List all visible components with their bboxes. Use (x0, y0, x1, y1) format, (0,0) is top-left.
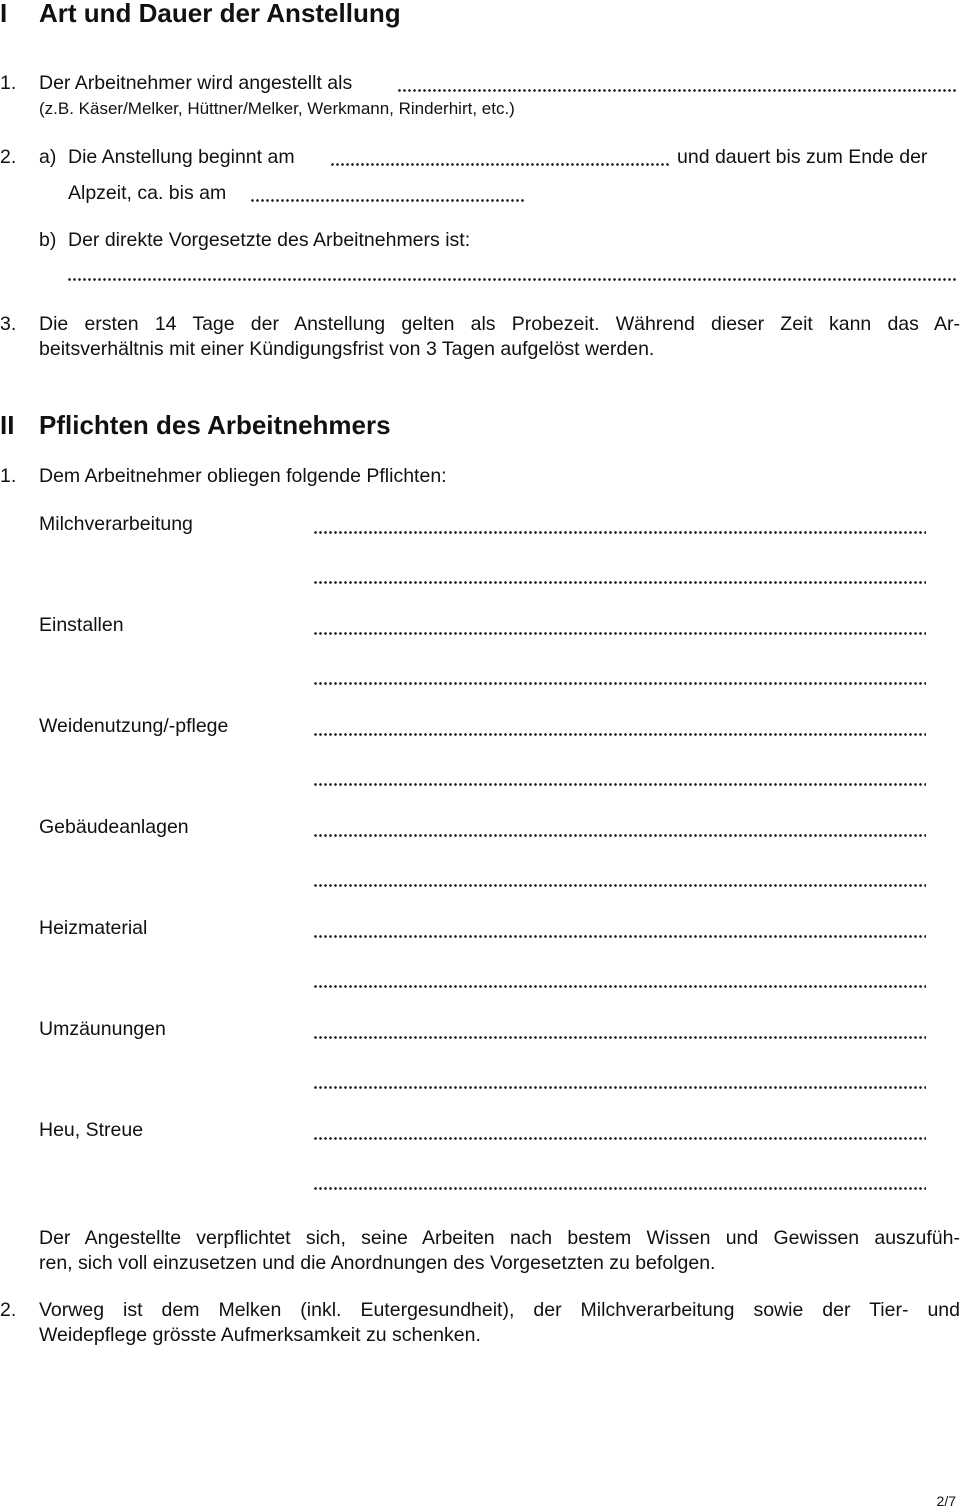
section-number: II (0, 410, 15, 440)
fill-in-line[interactable] (314, 733, 926, 739)
item-examples: (z.B. Käser/Melker, Hüttner/Melker, Werkmann, Rinderhirt, etc.) (39, 99, 515, 118)
fill-in-line[interactable] (331, 163, 671, 169)
fill-in-line[interactable] (398, 89, 958, 95)
item-text: Der Arbeitnehmer wird angestellt als (39, 72, 353, 94)
fill-in-line[interactable] (314, 884, 926, 890)
duty-label-heu-streue: Heu, Streue (39, 1119, 144, 1141)
duty-label-milchverarbeitung: Milchverarbeitung (39, 513, 193, 535)
closing-paragraph: Der Angestellte verpflichtet sich, seine Arbeiten nach bestem Wissen und Gewissen auszufüh- (39, 1227, 960, 1249)
duty-label-gebaeudeanlagen: Gebäudeanlagen (39, 816, 189, 838)
sub-label: a) (39, 146, 57, 168)
item-number: 1. (0, 465, 17, 487)
duty-label-weidenutzung: Weidenutzung/-pflege (39, 715, 229, 737)
item-text: und dauert bis zum Ende der (677, 146, 928, 168)
fill-in-line[interactable] (314, 682, 926, 688)
item-text: Die ersten 14 Tage der Anstellung gelten als Probezeit. Während dieser Zeit kann das Ar- (39, 313, 960, 335)
item-text: Der direkte Vorgesetzte des Arbeitnehmers ist: (68, 229, 471, 251)
item-text: Weidepflege grösste Aufmerksamkeit zu schenken. (39, 1324, 481, 1346)
item-number: 2. (0, 146, 17, 168)
fill-in-line[interactable] (314, 581, 926, 587)
duty-label-umzaeunungen: Umzäunungen (39, 1018, 166, 1040)
section-number: I (0, 0, 8, 28)
duty-label-einstallen: Einstallen (39, 614, 124, 636)
fill-in-line[interactable] (314, 985, 926, 991)
section-title: Pflichten des Arbeitnehmers (39, 410, 391, 440)
fill-in-line[interactable] (314, 1086, 926, 1092)
item-text: Alpzeit, ca. bis am (68, 182, 227, 204)
duty-label-heizmaterial: Heizmaterial (39, 917, 148, 939)
section-title: Art und Dauer der Anstellung (39, 0, 401, 28)
item-number: 3. (0, 313, 17, 335)
fill-in-line[interactable] (314, 783, 926, 789)
sub-label: b) (39, 229, 57, 251)
item-text: Die Anstellung beginnt am (68, 146, 295, 168)
fill-in-line[interactable] (314, 935, 926, 941)
item-number: 1. (0, 72, 17, 94)
fill-in-line[interactable] (314, 1137, 926, 1143)
fill-in-line[interactable] (68, 278, 956, 284)
fill-in-line[interactable] (314, 531, 926, 537)
fill-in-line[interactable] (314, 632, 926, 638)
fill-in-line[interactable] (314, 834, 926, 840)
fill-in-line[interactable] (314, 1187, 926, 1193)
item-text: beitsverhältnis mit einer Kündigungsfrist von 3 Tagen aufgelöst werden. (39, 338, 655, 360)
item-number: 2. (0, 1299, 17, 1321)
closing-paragraph: ren, sich voll einzusetzen und die Anordnungen des Vorgesetzten zu befolgen. (39, 1252, 716, 1274)
fill-in-line[interactable] (314, 1036, 926, 1042)
page-number: 2/7 (936, 1493, 956, 1509)
fill-in-line[interactable] (251, 199, 526, 205)
item-text: Dem Arbeitnehmer obliegen folgende Pflichten: (39, 465, 447, 487)
item-text: Vorweg ist dem Melken (inkl. Eutergesundheit), der Milchverarbeitung sowie der Tier- und (39, 1299, 960, 1321)
